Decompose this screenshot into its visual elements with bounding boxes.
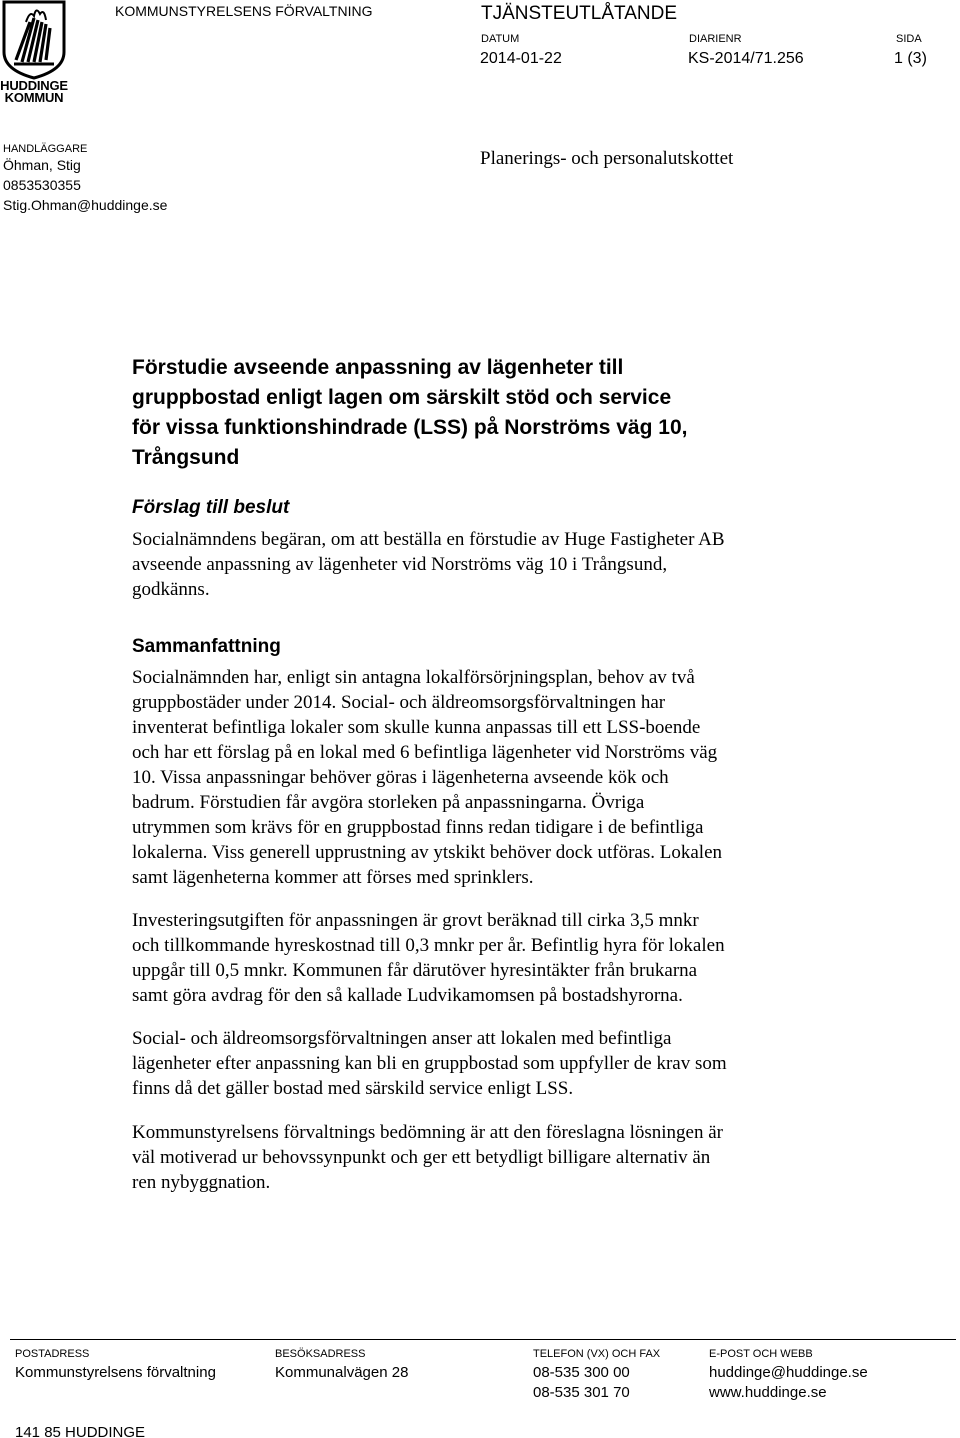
summary-paragraph-2 bbox=[132, 908, 822, 1008]
handler-label: HANDLÄGGARE bbox=[3, 143, 88, 155]
text-line: 10. Vissa anpassningar behöver göras i lägenheterna avseende kök och bbox=[132, 767, 669, 788]
title-line: gruppbostad enligt lagen om särskilt stöd och service bbox=[132, 386, 672, 409]
organization-name: KOMMUNSTYRELSENS FÖRVALTNING bbox=[115, 3, 373, 19]
text-line: samt göra avdrag för den så kallade Ludvikamomsen på bostadshyrorna. bbox=[132, 985, 683, 1006]
text-line: avseende anpassning av lägenheter vid Norströms väg 10 i Trångsund, bbox=[132, 554, 668, 575]
text-line: Socialnämndens begäran, om att beställa en förstudie av Huge Fastigheter AB bbox=[132, 529, 725, 550]
summary-heading: Sammanfattning bbox=[132, 636, 281, 657]
text-line: lägenheter efter anpassning kan bli en gruppbostad som uppfyller de krav som bbox=[132, 1053, 727, 1074]
summary-paragraph-1 bbox=[132, 665, 822, 890]
title-line: Förstudie avseende anpassning av lägenheter till bbox=[132, 356, 624, 379]
website-link[interactable]: www.huddinge.se bbox=[709, 1384, 827, 1401]
text-line: gruppbostäder under 2014. Social- och äldreomsorgsförvaltningen har bbox=[132, 692, 666, 713]
text-line: finns då det gäller bostad med särskild service enligt LSS. bbox=[132, 1078, 574, 1099]
logo-text-line1: HUDDINGE bbox=[0, 78, 68, 93]
title-line: Trångsund bbox=[132, 446, 240, 469]
handler-email[interactable]: Stig.Ohman@huddinge.se bbox=[3, 197, 168, 213]
web-label: E-POST OCH WEBB bbox=[709, 1348, 813, 1360]
coat-of-arms-icon bbox=[0, 0, 68, 80]
fax-number: 08-535 301 70 bbox=[533, 1384, 630, 1401]
summary-paragraph-4 bbox=[132, 1120, 822, 1195]
text-line: och har ett förslag på en lokal med 6 befintliga lägenheter vid Norströms väg bbox=[132, 742, 718, 763]
postal-label: POSTADRESS bbox=[15, 1348, 90, 1360]
phone-label: TELEFON (VX) OCH FAX bbox=[533, 1348, 661, 1360]
diary-number: KS-2014/71.256 bbox=[688, 50, 804, 67]
recipient: Planerings- och personalutskottet bbox=[480, 148, 734, 169]
text-line: och tillkommande hyreskostnad till 0,3 mnkr per år. Befintlig hyra för lokalen bbox=[132, 935, 725, 956]
proposal-heading: Förslag till beslut bbox=[132, 497, 290, 518]
postal-code: 141 85 HUDDINGE bbox=[15, 1424, 146, 1438]
document-title bbox=[132, 353, 832, 473]
proposal-text bbox=[132, 527, 822, 602]
text-line: Kommunstyrelsens förvaltnings bedömning är att den föreslagna lösningen är bbox=[132, 1122, 723, 1143]
handler-phone: 0853530355 bbox=[3, 177, 81, 193]
summary-paragraph-3 bbox=[132, 1026, 822, 1101]
text-line: väl motiverad ur behovssynpunkt och ger ett betydligt billigare alternativ än bbox=[132, 1147, 711, 1168]
visit-label: BESÖKSADRESS bbox=[275, 1348, 366, 1360]
text-line: Investeringsutgiften för anpassningen är grovt beräknad till cirka 3,5 mnkr bbox=[132, 910, 699, 931]
title-line: för vissa funktionshindrade (LSS) på Norströms väg 10, bbox=[132, 416, 688, 439]
text-line: Socialnämnden har, enligt sin antagna lokalförsörjningsplan, behov av två bbox=[132, 667, 695, 688]
date-label: DATUM bbox=[481, 33, 520, 45]
text-line: uppgår till 0,5 mnkr. Kommunen får därutöver hyresintäkter från brukarna bbox=[132, 960, 698, 981]
visit-address: Kommunalvägen 28 bbox=[275, 1364, 409, 1381]
text-line: inventerat befintliga lokaler som skulle kunna anpassas till ett LSS-boende bbox=[132, 717, 701, 738]
logo-text-line2: KOMMUN bbox=[4, 90, 64, 105]
document-type: TJÄNSTEUTLÅTANDE bbox=[481, 3, 678, 24]
text-line: badrum. Förstudien får avgöra storleken på anpassningarna. Övriga bbox=[132, 792, 645, 813]
text-line: lokalerna. Viss generell upprustning av ytskikt behöver dock utföras. Lokalen bbox=[132, 842, 723, 863]
footer-divider bbox=[10, 1339, 956, 1340]
huddinge-kommun-logo bbox=[0, 0, 68, 104]
postal-address: Kommunstyrelsens förvaltning bbox=[15, 1364, 216, 1381]
diary-label: DIARIENR bbox=[689, 33, 742, 45]
page-label: SIDA bbox=[896, 33, 922, 45]
text-line: Social- och äldreomsorgsförvaltningen anser att lokalen med befintliga bbox=[132, 1028, 672, 1049]
email-link[interactable]: huddinge@huddinge.se bbox=[709, 1364, 868, 1381]
text-line: ren nybyggnation. bbox=[132, 1172, 271, 1193]
date-value: 2014-01-22 bbox=[480, 50, 562, 67]
handler-name: Öhman, Stig bbox=[3, 157, 81, 173]
text-line: samt lägenheterna kommer att förses med sprinklers. bbox=[132, 867, 534, 888]
page-number: 1 (3) bbox=[894, 50, 927, 67]
text-line: utrymmen som krävs för en gruppbostad finns redan tidigare i de befintliga bbox=[132, 817, 704, 838]
text-line: godkänns. bbox=[132, 579, 210, 600]
phone-number: 08-535 300 00 bbox=[533, 1364, 630, 1381]
